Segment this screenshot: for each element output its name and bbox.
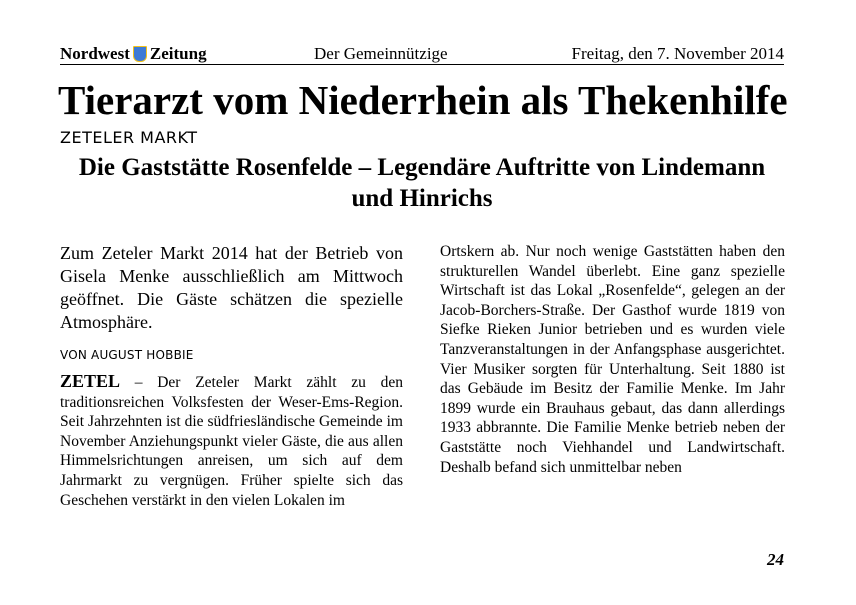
article-dateline: ZETEL <box>60 371 121 391</box>
article-kicker: ZETELER MARKT <box>60 128 198 147</box>
newspaper-name-part2: Zeitung <box>149 44 207 63</box>
page-number: 24 <box>767 550 784 569</box>
coat-of-arms-icon <box>133 46 147 62</box>
article-lead: Zum Zeteler Markt 2014 hat der Betrieb von Gisela Menke ausschließlich am Mittwoch geöffnet. Die Gäste schätzen die spezielle Atmosphäre. <box>60 243 403 332</box>
section-name: Der Gemeinnützige <box>314 44 448 63</box>
issue-date: Freitag, den 7. November 2014 <box>571 44 784 63</box>
article-body-col2: Ortskern ab. Nur noch wenige Gaststätten haben den strukturellen Wandel überlebt. Eine ganz spezielle Wirtschaft ist das Lokal „Rosenfelde“, gelegen an der Jacob-Borchers-Straße. Der Gasthof wurde 1819 von Siefke Rieken Junior betrieben und es wurden viele Tanzveranstaltungen in der Anfangsphase ausgerichtet. Vier Musiker sorgten für Unterhaltung. Seit 1880 ist das Gebäude im Besitz der Familie Menke. Im Jahr 1899 wurde ein Brauhaus gebaut, das dann allerdings 1933 abbrannte. Die Familie Menke betrieb neben der Gaststätte noch Viehhandel und Landwirtschaft. Deshalb befand sich unmittelbar neben <box>440 243 785 476</box>
article-author: VON AUGUST HOBBIE <box>60 348 194 362</box>
article-body-col1-text: – Der Zeteler Markt zählt zu den traditionsreichen Volksfesten der Weser-Ems-Region. Seit Jahrzehnten ist die südfriesländische Gemeinde im November Anziehungspunkt vieler Gäste, die aus allen Himmelsrichtungen anreisen, um sich auf dem Jahrmarkt zu vergnügen. Früher spielte sich das Geschehen verstärkt in den vielen Lokalen im <box>60 374 403 509</box>
article-body-col1 <box>60 372 403 510</box>
page-header <box>60 42 784 65</box>
newspaper-name <box>60 44 207 64</box>
article-column-2 <box>440 242 785 477</box>
article-headline: Tierarzt vom Niederrhein als Thekenhilfe <box>58 77 788 123</box>
article-subheadline: Die Gaststätte Rosenfelde – Legendäre Auftritte von Lindemann und Hinrichs <box>78 154 766 212</box>
article-column-1 <box>60 242 403 510</box>
newspaper-name-part1: Nordwest <box>60 44 130 63</box>
